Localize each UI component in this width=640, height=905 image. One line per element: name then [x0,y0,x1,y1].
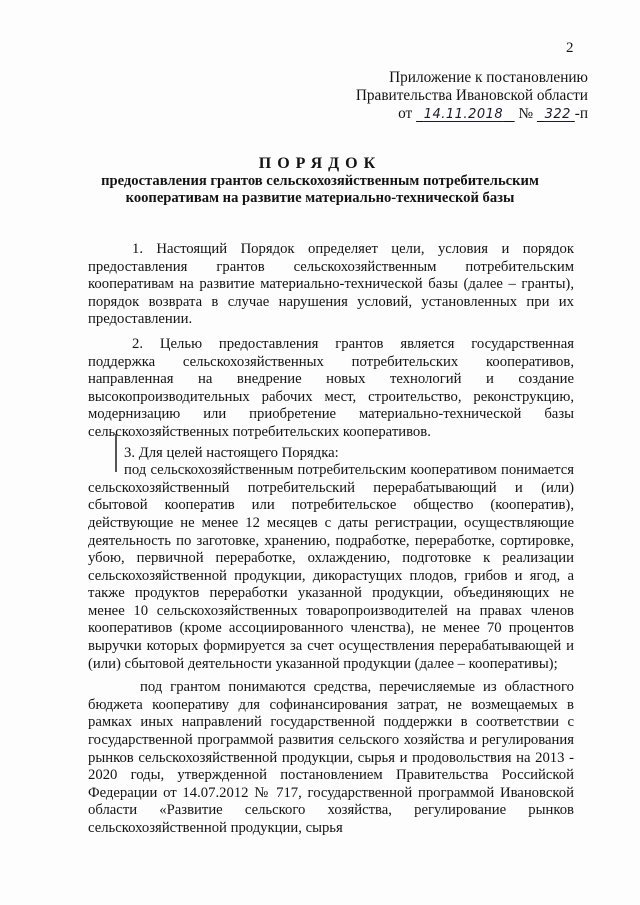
paragraph-3: 3. Для целей настоящего Порядка: [124,444,339,461]
document-subtitle: предоставления грантов сельскохозяйственным потребительским кооперативам на развитие материально-технической базы [101,173,539,206]
number-label: № [518,105,534,122]
document-title: ПОРЯДОК [258,155,382,172]
from-label: от [398,105,413,122]
appendix-date-line [348,105,588,124]
appendix-block [348,69,588,124]
paragraph-5: под грантом понимаются средства, перечисляемые из областного бюджета кооперативу для софинансирования затрат, не возмещаемых в рамках иных направлений государственной поддержки в соответствии с государственной программой развития сельского хозяйства и регулирования рынков сельскохозяйственной продукции, сырья и продовольствия на 2013 - 2020 годы, утвержденной постановлением Правительства Российской Федерации от 14.07.2012 № 717, государственной программой Ивановской области «Развитие сельского хозяйства, регулирование рынков сельскохозяйственной продукции, сырья [88,679,574,836]
page-number: 2 [566,40,574,56]
handwritten-date: 14.11.2018 [423,107,504,122]
document-body [88,241,574,838]
number-suffix: -п [574,105,588,122]
paragraph-1: 1. Настоящий Порядок определяет цели, условия и порядок предоставления грантов сельскохозяйственным потребительским кооперативам на развитие материально-технической базы (далее – гранты), порядок возврата в случае нарушения условий, установленных при их предоставлении. [88,241,574,328]
handwritten-number: 322 [544,107,571,122]
appendix-line-2: Правительства Ивановской области [355,87,588,104]
paragraph-2: 2. Целью предоставления грантов является государственная поддержка сельскохозяйственных потребительских кооперативов, направленная на внедрение новых технологий и создание высокопроизводительных рабочих мест, строительство, реконструкцию, модернизацию или приобретение материально-технической базы сельскохозяйственных потребительских кооперативов. [88,335,574,440]
paragraph-4: под сельскохозяйственным потребительским кооперативом понимается сельскохозяйственный потребительский перерабатывающий и (или) сбытовой кооператив или потребительское общество (кооператив), действующие не менее 12 месяцев с даты регистрации, осуществляющие деятельность по заготовке, хранению, подработке, переработке, сортировке, убою, первичной переработке, охлаждению, подготовке к реализации сельскохозяйственной продукции, дикорастущих плодов, грибов и ягод, а также продуктов переработки указанной продукции, объединяющих не менее 10 сельскохозяйственных товаропроизводителей на правах членов кооперативов (кроме ассоциированного членства), не менее 70 процентов выручки которых формируется за счет осуществления перерабатывающей и (или) сбытовой деятельности указанной продукции (далее – кооперативы); [88,462,574,672]
appendix-line-1: Приложение к постановлению [389,69,588,86]
